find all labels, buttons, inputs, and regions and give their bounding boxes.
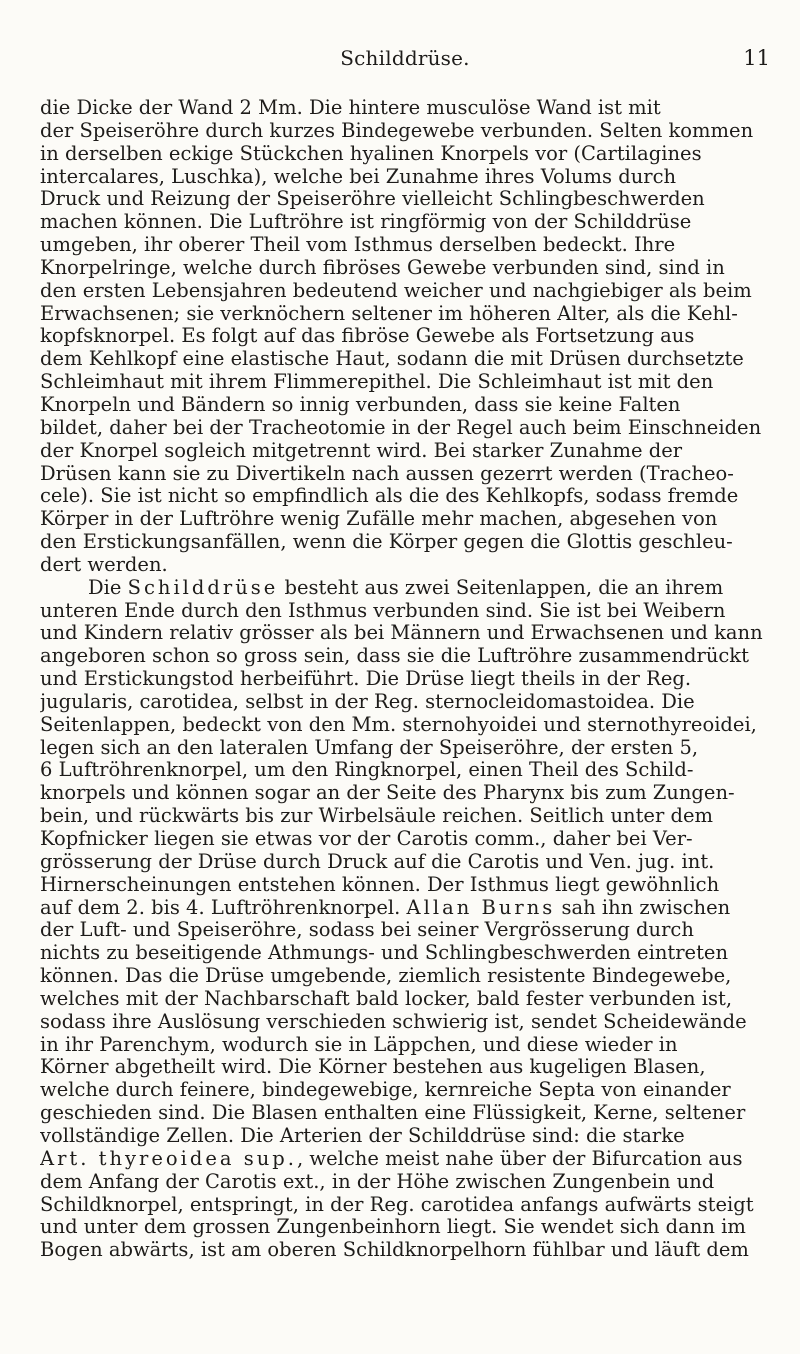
text-line: in ihr Parenchym, wodurch sie in Läppchen, und diese wieder in: [40, 1033, 678, 1056]
text-line: bein, und rückwärts bis zur Wirbelsäule reichen. Seitlich unter dem: [40, 805, 713, 828]
body-text: [40, 97, 770, 1262]
text-line: Seitenlappen, bedeckt von den Mm. sternohyoidei und sternothyreoidei,: [40, 713, 757, 736]
text-line: nichts zu beseitigende Athmungs- und Schlingbeschwerden eintreten: [40, 942, 729, 965]
text-line: der Luft- und Speiseröhre, sodass bei seiner Vergrösserung durch: [40, 919, 694, 942]
text-line: 6 Luftröhrenknorpel, um den Ringknorpel, einen Theil des Schild-: [40, 759, 694, 782]
text-line: Kopfnicker liegen sie etwas vor der Carotis comm., daher bei Ver-: [40, 828, 693, 850]
text-line: [40, 1148, 770, 1171]
text-run: besteht aus zwei Seitenlappen, die an ihrem: [278, 576, 724, 599]
text-line: machen können. Die Luftröhre ist ringförmig von der Schilddrüse: [40, 211, 692, 234]
text-line: der Knorpel sogleich mitgetrennt wird. Bei starker Zunahme der: [40, 439, 683, 462]
paragraph: [40, 577, 770, 1262]
text-line: grösserung der Drüse durch Druck auf die Carotis und Ven. jug. int.: [40, 850, 715, 873]
text-line: geschieden sind. Die Blasen enthalten eine Flüssigkeit, Kerne, seltener: [40, 1102, 746, 1125]
text-line: umgeben, ihr oberer Theil vom Isthmus derselben bedeckt. Ihre: [40, 234, 676, 257]
page-header: [40, 46, 770, 76]
text-line: Hirnerscheinungen entstehen können. Der Isthmus liegt gewöhnlich: [40, 873, 720, 896]
running-head: Schilddrüse.: [340, 46, 470, 70]
emphasized-name: Allan Burns: [406, 896, 556, 919]
text-line: Schleimhaut mit ihrem Flimmerepithel. Die Schleimhaut ist mit den: [40, 371, 714, 394]
text-line: Druck und Reizung der Speiseröhre vielleicht Schlingbeschwerden: [40, 188, 705, 211]
text-line: und unter dem grossen Zungenbeinhorn liegt. Sie wendet sich dann im: [40, 1216, 746, 1239]
text-run: auf dem 2. bis 4. Luftröhrenknorpel.: [40, 896, 407, 919]
text-line: Schildknorpel, entspringt, in der Reg. carotidea anfangs aufwärts steigt: [40, 1193, 754, 1216]
text-line: dem Anfang der Carotis ext., in der Höhe zwischen Zungenbein und: [40, 1170, 715, 1193]
text-line: intercalares, Luschka), welche bei Zunahme ihres Volums durch: [40, 165, 677, 188]
text-line: Knorpelringe, welche durch fibröses Gewebe verbunden sind, sind in: [40, 256, 725, 279]
text-line: knorpels und können sogar an der Seite des Pharynx bis zum Zungen-: [40, 782, 735, 805]
text-line: Drüsen kann sie zu Divertikeln nach aussen gezerrt werden (Tracheo-: [40, 462, 734, 485]
text-line: Knorpeln und Bändern so innig verbunden, dass sie keine Falten: [40, 393, 681, 416]
text-line: dert werden.: [40, 553, 168, 576]
text-line: sodass ihre Auslösung verschieden schwierig ist, sendet Scheidewände: [40, 1010, 747, 1033]
text-line: Bogen abwärts, ist am oberen Schildknorpelhorn fühlbar und läuft dem: [40, 1239, 749, 1262]
text-line: angeboren schon so gross sein, dass sie die Luftröhre zusammendrückt: [40, 645, 749, 668]
text-line: den Erstickungsanfällen, wenn die Körper gegen die Glottis geschleu-: [40, 531, 733, 554]
text-line: können. Das die Drüse umgebende, ziemlich resistente Bindegewebe,: [40, 965, 732, 988]
text-line: vollständige Zellen. Die Arterien der Schilddrüse sind: die starke: [40, 1124, 685, 1147]
text-line: welche durch feinere, bindegewebige, kernreiche Septa von einander: [40, 1079, 731, 1102]
text-run: , welche meist nahe über der Bifurcation aus: [296, 1147, 743, 1170]
emphasized-term: Schilddrüse: [127, 576, 279, 599]
text-line: cele). Sie ist nicht so empfindlich als die des Kehlkopfs, sodass fremde: [40, 485, 739, 508]
text-line: jugularis, carotidea, selbst in der Reg. sternocleidomastoidea. Die: [40, 690, 695, 713]
text-line: und Erstickungstod herbeiführt. Die Drüse liegt theils in der Reg.: [40, 668, 692, 691]
text-line: kopfsknorpel. Es folgt auf das fibröse Gewebe als Fortsetzung aus: [40, 325, 695, 348]
text-line: unteren Ende durch den Isthmus verbunden sind. Sie ist bei Weibern: [40, 599, 726, 622]
text-line: in derselben eckige Stückchen hyalinen Knorpels vor (Cartilagines: [40, 142, 702, 165]
text-line: Körper in der Luftröhre wenig Zufälle mehr machen, abgesehen von: [40, 508, 718, 531]
emphasized-term: Art. thyreoidea sup.: [40, 1147, 297, 1170]
text-line: der Speiseröhre durch kurzes Bindegewebe verbunden. Selten kommen: [40, 119, 754, 142]
text-line: [40, 577, 770, 600]
text-line: Erwachsenen; sie verknöchern seltener im höheren Alter, als die Kehl-: [40, 302, 738, 325]
text-line: [40, 897, 770, 920]
text-line: welches mit der Nachbarschaft bald locker, bald fester verbunden ist,: [40, 987, 733, 1010]
text-line: Körner abgetheilt wird. Die Körner bestehen aus kugeligen Blasen,: [40, 1056, 706, 1079]
text-line: den ersten Lebensjahren bedeutend weicher und nachgiebiger als beim: [40, 279, 752, 302]
text-run: sah ihn zwischen: [555, 896, 731, 919]
text-line: legen sich an den lateralen Umfang der Speiseröhre, der ersten 5,: [40, 736, 699, 759]
paragraph: [40, 97, 770, 577]
text-line: die Dicke der Wand 2 Mm. Die hintere musculöse Wand ist mit: [40, 97, 661, 119]
text-line: dem Kehlkopf eine elastische Haut, sodann die mit Drüsen durchsetzte: [40, 348, 744, 371]
text-line: und Kindern relativ grösser als bei Männern und Erwachsenen und kann: [40, 622, 763, 645]
text-run: Die: [88, 576, 128, 599]
page-number: 11: [743, 46, 770, 70]
text-line: bildet, daher bei der Tracheotomie in der Regel auch beim Einschneiden: [40, 416, 762, 439]
